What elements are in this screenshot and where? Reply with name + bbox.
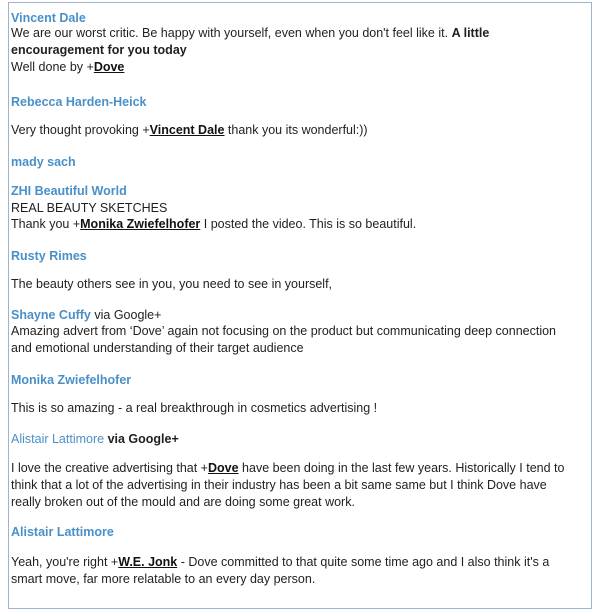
comment-text: really broken out of the mould and are doing some great work. — [11, 495, 355, 509]
comment-text: Yeah, you're right +W.E. Jonk - Dove committed to that quite some time ago and I also think it's a — [11, 555, 550, 569]
comment-author[interactable]: Alistair Lattimore — [11, 525, 114, 539]
comment-author[interactable]: Alistair Lattimore via Google+ — [11, 432, 179, 446]
comments-panel — [8, 2, 592, 609]
comment-text: Well done by +Dove — [11, 60, 125, 74]
comment-author[interactable]: Vincent Dale — [11, 11, 86, 25]
comment-text: I love the creative advertising that +Dove have been doing in the last few years. Historically I tend to — [11, 461, 565, 475]
comment-text: Thank you +Monika Zwiefelhofer I posted the video. This is so beautiful. — [11, 217, 417, 231]
comment-text: and emotional understanding of their target audience — [11, 341, 304, 355]
mention-link[interactable]: Monika Zwiefelhofer — [80, 217, 201, 231]
mention-link[interactable]: Vincent Dale — [149, 123, 225, 137]
comment-text: encouragement for you today — [11, 43, 187, 57]
comment-author[interactable]: Monika Zwiefelhofer — [11, 373, 132, 387]
comment-text: REAL BEAUTY SKETCHES — [11, 201, 168, 215]
mention-link[interactable]: W.E. Jonk — [118, 555, 178, 569]
comment-text: The beauty others see in you, you need to see in yourself, — [11, 277, 333, 291]
comment-text: We are our worst critic. Be happy with yourself, even when you don't feel like it. A little — [11, 26, 490, 40]
comment-text: This is so amazing - a real breakthrough in cosmetics advertising ! — [11, 401, 378, 415]
via-source: via Google+ — [94, 308, 162, 322]
comment-text: Very thought provoking +Vincent Dale thank you its wonderful:)) — [11, 123, 368, 137]
via-source: via Google+ — [107, 432, 179, 446]
comment-author[interactable]: Shayne Cuffy via Google+ — [11, 308, 162, 322]
comment-author[interactable]: ZHI Beautiful World — [11, 184, 127, 198]
comment-text: Amazing advert from ‘Dove’ again not focusing on the product but communicating deep connection — [11, 324, 556, 338]
comment-author[interactable]: Rusty Rimes — [11, 249, 87, 263]
mention-link[interactable]: Dove — [93, 60, 125, 74]
mention-link[interactable]: Dove — [208, 461, 239, 475]
comment-author[interactable]: mady sach — [11, 155, 76, 169]
comment-text: smart move, far more relatable to an every day person. — [11, 572, 316, 586]
comment-text: think that a lot of the advertising in their industry has been a bit same same but I think Dove have — [11, 478, 547, 492]
comment-author[interactable]: Rebecca Harden-Heick — [11, 95, 147, 109]
